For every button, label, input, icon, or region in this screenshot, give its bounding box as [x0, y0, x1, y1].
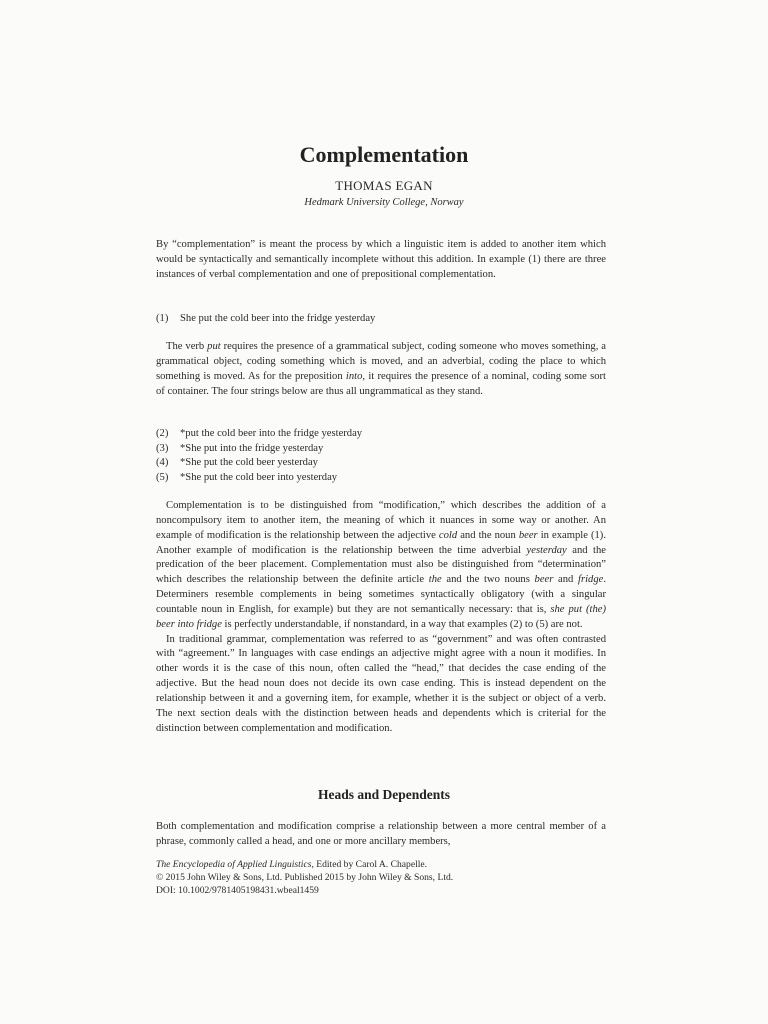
italic-term: fridge [578, 574, 604, 586]
example-item [156, 456, 606, 471]
example-text: *She put the cold beer into yesterday [180, 471, 338, 483]
footer-doi: DOI: 10.1002/9781405198431.wbeal1459 [156, 885, 319, 897]
italic-term: The Encyclopedia of Applied Linguistics [156, 859, 312, 870]
article-title: Complementation [299, 142, 469, 167]
paragraph-3: Complementation is to be distinguished from “modification,” which describes the addition of a noncompulsory item to another item, the meaning of which it nuances in some way or another. An example of modification is the relationship between the adjective cold and the noun beer in example (1). Another example of modification is the relationship between the time adverbial yesterday and the predication of the beer placement. Complementation must also be distinguished from “determination” which describes the relationship between the definite article the and the two nouns beer and fridge. Determiners resemble complements in being sometimes syntactically obligatory (with a singular countable noun in English, for example) but they are not semantically necessary: that is, she put (the) beer into fridge is perfectly understandable, if nonstandard, in a way that examples (2) to (5) are not. [156, 500, 606, 630]
example-item [156, 312, 606, 327]
example-number: (4) [156, 457, 169, 469]
author-affiliation: Hedmark University College, Norway [304, 197, 464, 208]
heads-paragraph [156, 820, 606, 850]
example-item [156, 442, 606, 457]
example-text: *She put the cold beer yesterday [180, 457, 318, 469]
example-1 [156, 312, 606, 327]
author-name: THOMAS EGAN [335, 178, 433, 193]
example-text: She put the cold beer into the fridge yesterday [180, 313, 376, 324]
verb-paragraph [156, 340, 606, 399]
italic-term: into [345, 370, 363, 382]
examples-2-5 [156, 427, 606, 485]
section-heading: Heads and Dependents [317, 787, 451, 802]
paragraph-1: By “complementation” is meant the process by which a linguistic item is added to another item which would be syntactically and semantically incomplete without this addition. In example (1) there are three instances of verbal complementation and one of prepositional complementation. [156, 239, 606, 280]
italic-term: put [207, 341, 221, 352]
publication-footer [156, 858, 606, 898]
intro-paragraph [156, 238, 606, 283]
example-text: *She put into the fridge yesterday [180, 442, 324, 454]
paragraph-4: In traditional grammar, complementation was referred to as “government” and was often contrasted with “agreement.” In languages with case endings an adjective might agree with a noun it modifies. In other words it is the case of this noun, often called the “head,” that decides the case ending of the adjective. But the head noun does not decide its own case ending. This is instead dependent on the relationship between it and a governing item, for example, whether it is the subject or object of a verb. The next section deals with the distinction between heads and dependents which is criterial for the distinction between complementation and modification. [156, 633, 606, 734]
example-number: (3) [156, 442, 169, 454]
italic-term: cold [438, 529, 458, 541]
modification-section [156, 499, 606, 737]
italic-term: yesterday [526, 544, 567, 556]
example-number: (1) [156, 313, 169, 324]
italic-term: she put (the) beer into fridge [156, 603, 606, 630]
paragraph-5: Both complementation and modification comprise a relationship between a more central member of a phrase, commonly called a head, and one or more ancillary members, [156, 821, 606, 847]
example-number: (5) [156, 471, 169, 483]
example-number: (2) [156, 428, 169, 439]
example-item [156, 471, 606, 486]
footer-citation: The Encyclopedia of Applied Linguistics, Edited by Carol A. Chapelle. [156, 859, 428, 870]
example-text: *put the cold beer into the fridge yesterday [180, 428, 363, 439]
italic-term: beer [518, 529, 538, 541]
example-item [156, 427, 606, 442]
footer-copyright: © 2015 John Wiley & Sons, Ltd. Published 2015 by John Wiley & Sons, Ltd. [156, 872, 454, 884]
italic-term: the [428, 574, 442, 586]
paragraph-2: The verb put requires the presence of a grammatical subject, coding someone who moves something, a grammatical object, coding something which is moved, and an adverbial, coding the place to which something is moved. As for the preposition into, it requires the presence of a nominal, coding some sort of container. The four strings below are thus all ungrammatical as they stand. [156, 341, 606, 397]
italic-term: beer [534, 574, 554, 586]
